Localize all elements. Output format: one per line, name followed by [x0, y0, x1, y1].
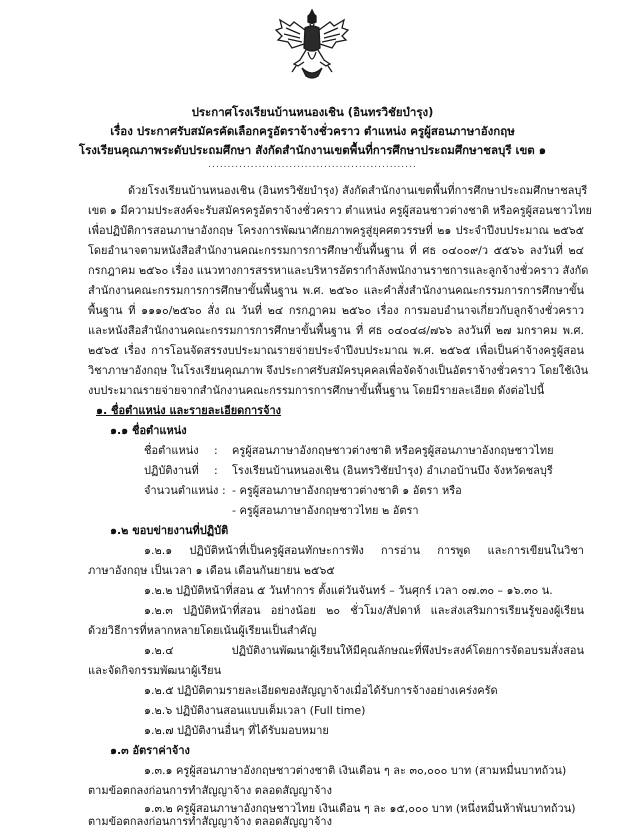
garuda-emblem-icon — [272, 6, 352, 84]
wage-item: ๑.๓.๒ ครูผู้สอนภาษาอังกฤษชาวไทย เงินเดือน ๆ ละ ๑๕,๐๐๐ บาท (หนึ่งหมื่นห้าพันบาทถ้วน) — [144, 802, 576, 815]
intro-line: เขต ๑ มีความประสงค์จะรับสมัครครูอัตราจ้างชั่วคราว ตำแหน่ง ครูผู้สอนชาวต่างชาติ หรือครูผู้สอนชาวไทย — [88, 204, 592, 217]
duty-item: ๑.๒.๖ ปฏิบัติงานสอนแบบเต็มเวลา (Full time) — [144, 704, 366, 717]
duty-item: ๑.๒.๑ ปฏิบัติหน้าที่เป็นครูผู้สอนทักษะการฟัง การอ่าน การพูด และการเขียนในวิชา — [144, 544, 584, 557]
announcement-title: ประกาศโรงเรียนบ้านหนองเชิน (อินทรวิชัยบำรุง) — [191, 105, 434, 119]
intro-line: ๒๕๖๕ เรื่อง การโอนจัดสรรงบประมาณรายจ่ายประจำปีงบประมาณ พ.ศ. ๒๕๖๕ เพื่อเป็นค่าจ้างครูผู้สอน — [88, 344, 584, 357]
intro-line: งบประมาณรายจ่ายจากสำนักงานคณะกรรมการการศึกษาขั้นพื้นฐาน โดยมีรายละเอียด ดังต่อไปนี้ — [88, 384, 545, 397]
intro-line: ด้วยโรงเรียนบ้านหนองเชิน (อินทรวิชัยบำรุง) สังกัดสำนักงานเขตพื้นที่การศึกษาประถมศึกษาชลบุรี — [128, 184, 588, 197]
position-count-label: จำนวนตำแหน่ง — [144, 484, 219, 497]
workplace-value: โรงเรียนบ้านหนองเชิน (อินทรวิชัยบำรุง) อำเภอบ้านบึง จังหวัดชลบุรี — [232, 464, 553, 477]
section-1-1-title: ๑.๑ ชื่อตำแหน่ง — [110, 424, 187, 437]
position-colon: : — [214, 444, 218, 457]
wage-item-continued: ตามข้อตกลงก่อนการทำสัญญาจ้าง ตลอดสัญญาจ้าง — [88, 784, 332, 797]
position-label: ชื่อตำแหน่ง — [144, 444, 199, 457]
header-divider: ...................................................... — [208, 160, 417, 170]
duty-item: ๑.๒.๗ ปฏิบัติงานอื่นๆ ที่ได้รับมอบหมาย — [144, 724, 329, 737]
duty-item: ๑.๒.๓ ปฏิบัติหน้าที่สอน อย่างน้อย ๒๐ ชั่วโมง/สัปดาห์ และส่งเสริมการเรียนรู้ของผู้เรียน — [144, 604, 584, 617]
section-1-2-title: ๑.๒ ขอบข่ายงานที่ปฏิบัติ — [110, 524, 229, 537]
workplace-label: ปฏิบัติงานที่ — [144, 464, 199, 477]
wage-item: ๑.๓.๑ ครูผู้สอนภาษาอังกฤษชาวต่างชาติ เงินเดือน ๆ ละ ๓๐,๐๐๐ บาท (สามหมื่นบาทถ้วน) — [144, 764, 567, 777]
duty-item-continued: ด้วยวิธีการที่หลากหลายโดยเน้นผู้เรียนเป็นสำคัญ — [88, 624, 317, 637]
duty-item-continued: และจัดกิจกรรมพัฒนาผู้เรียน — [88, 664, 222, 677]
intro-line: เพื่อปฏิบัติการสอนภาษาอังกฤษ โครงการพัฒนาศักยภาพครูสู่ยุคศตวรรษที่ ๒๑ ประจำปีงบประมาณ ๒๕๖๕ — [88, 224, 584, 237]
intro-line: กรกฎาคม ๒๕๖๐ เรื่อง แนวทางการสรรหาและบริหารอัตรากำลังพนักงานราชการและลูกจ้างชั่วคราว สังกัด — [88, 264, 589, 277]
duty-item: ๑.๒.๒ ปฏิบัติหน้าที่สอน ๕ วันทำการ ตั้งแต่วันจันทร์ – วันศุกร์ เวลา ๐๗.๓๐ – ๑๖.๓๐ น. — [144, 584, 553, 597]
announcement-subject: เรื่อง ประกาศรับสมัครคัดเลือกครูอัตราจ้างชั่วคราว ตำแหน่ง ครูผู้สอนภาษาอังกฤษ — [110, 124, 515, 138]
position-count-colon: : — [222, 484, 226, 497]
duty-item: ๑.๒.๔ ปฏิบัติงานพัฒนาผู้เรียนให้มีคุณลักษณะที่พึงประสงค์โดยการจัดอบรมสั่งสอน — [144, 644, 584, 657]
intro-line: และหนังสือสำนักงานคณะกรรมการการศึกษาขั้นพื้นฐาน ที่ ศธ ๐๔๐๔๘/๗๖๖ ลงวันที่ ๒๗ มกราคม พ.ศ. — [88, 324, 584, 337]
wage-item-continued: ตามข้อตกลงก่อนการทำสัญญาจ้าง ตลอดสัญญาจ้าง — [88, 815, 332, 828]
announcement-school-affiliation: โรงเรียนคุณภาพระดับประถมศึกษา สังกัดสำนักงานเขตพื้นที่การศึกษาประถมศึกษาชลบุรี เขต ๑ — [78, 143, 547, 157]
intro-line: โดยอำนาจตามหนังสือสำนักงานคณะกรรมการการศึกษาขั้นพื้นฐาน ที่ ศธ ๐๔๐๐๙/ว ๕๕๖๖ ลงวันที่ ๒๔ — [88, 244, 584, 257]
section-1-title: ๑. ชื่อตำแหน่ง และรายละเอียดการจ้าง — [96, 404, 282, 417]
duty-item-continued: ภาษาอังกฤษ เป็นเวลา ๑ เดือน เดือนกันยายน ๒๕๖๕ — [88, 564, 335, 577]
position-count-thai: - ครูผู้สอนภาษาอังกฤษชาวไทย ๒ อัตรา — [232, 504, 419, 517]
position-value: ครูผู้สอนภาษาอังกฤษชาวต่างชาติ หรือครูผู้สอนภาษาอังกฤษชาวไทย — [232, 444, 554, 457]
intro-line: สำนักงานคณะกรรมการการศึกษาขั้นพื้นฐาน พ.ศ. ๒๕๖๐ และคำสั่งสำนักงานคณะกรรมการการศึกษาขั้น — [88, 284, 584, 297]
intro-line: วิชาภาษาอังกฤษ ในโรงเรียนคุณภาพ จึงประกาศรับสมัครบุคคลเพื่อจัดจ้างเป็นอัตราจ้างชั่วคราว โดยใช้เงิน — [88, 364, 589, 377]
workplace-colon: : — [214, 464, 218, 477]
duty-item: ๑.๒.๕ ปฏิบัติตามรายละเอียดของสัญญาจ้างเมื่อได้รับการจ้างอย่างเคร่งครัด — [144, 684, 498, 697]
section-1-3-title: ๑.๓ อัตราค่าจ้าง — [110, 744, 190, 757]
intro-line: พื้นฐาน ที่ ๑๑๑๐/๒๕๖๐ สั่ง ณ วันที่ ๒๔ กรกฎาคม ๒๕๖๐ เรื่อง การมอบอำนาจเกี่ยวกับลูกจ้างชั่วคราว — [88, 304, 584, 317]
position-count-foreign: - ครูผู้สอนภาษาอังกฤษชาวต่างชาติ ๑ อัตรา หรือ — [232, 484, 462, 497]
